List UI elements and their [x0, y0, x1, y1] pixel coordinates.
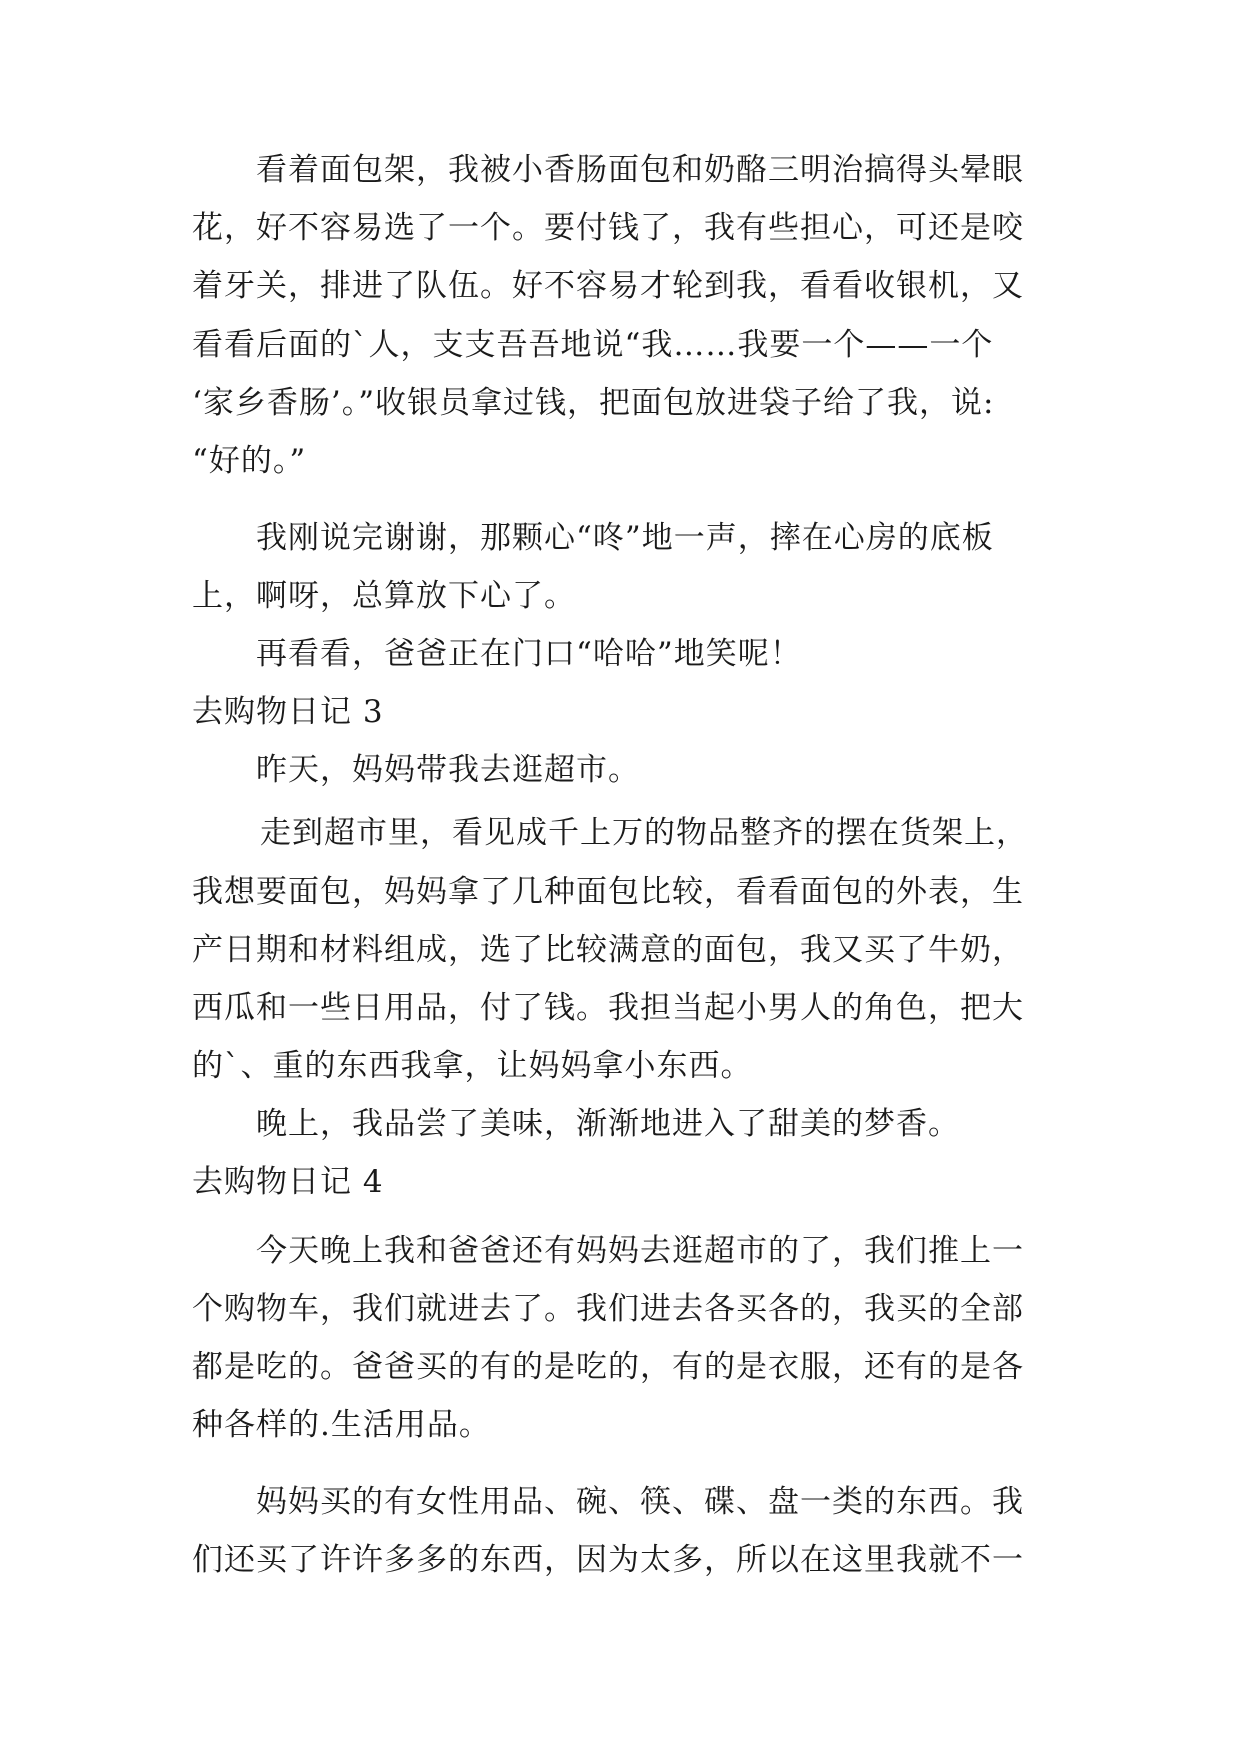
paragraph-line: 个购物车，我们就进去了。我们进去各买各的，我买的全部	[192, 1291, 1024, 1327]
paragraph-line: 着牙关，排进了队伍。好不容易才轮到我，看看收银机，又	[192, 268, 1024, 304]
paragraph-line: 花，好不容易选了一个。要付钱了，我有些担心，可还是咬	[192, 210, 1024, 246]
paragraph-line: 产日期和材料组成，选了比较满意的面包，我又买了牛奶，	[192, 932, 1024, 968]
paragraph-line: 看着面包架，我被小香肠面包和奶酪三明治搞得头晕眼	[256, 152, 1024, 188]
paragraph-line: 我想要面包，妈妈拿了几种面包比较，看看面包的外表，生	[192, 874, 1024, 910]
section-heading: 去购物日记 3	[192, 694, 384, 730]
paragraph-line: 的`、重的东西我拿，让妈妈拿小东西。	[192, 1048, 753, 1084]
paragraph-line: ‘家乡香肠’。”收银员拿过钱，把面包放进袋子给了我，说:	[192, 385, 995, 421]
paragraph-line: 再看看，爸爸正在门口“哈哈”地笑呢！	[256, 636, 802, 672]
paragraph-line: 都是吃的。爸爸买的有的是吃的，有的是衣服，还有的是各	[192, 1349, 1024, 1385]
paragraph-line: 晚上，我品尝了美味，渐渐地进入了甜美的梦香。	[256, 1106, 960, 1142]
paragraph-line: 今天晚上我和爸爸还有妈妈去逛超市的了，我们推上一	[256, 1233, 1024, 1269]
paragraph-line: 我刚说完谢谢，那颗心“咚”地一声，摔在心房的底板	[256, 520, 994, 556]
paragraph-line: 看看后面的`人，支支吾吾地说“我……我要一个——一个	[192, 327, 994, 363]
paragraph-line: 上，啊呀，总算放下心了。	[192, 578, 576, 614]
section-heading: 去购物日记 4	[192, 1164, 384, 1200]
paragraph-line: 西瓜和一些日用品，付了钱。我担当起小男人的角色，把大	[192, 990, 1024, 1026]
paragraph-line: 种各样的.生活用品。	[192, 1407, 491, 1443]
paragraph-line: 走到超市里，看见成千上万的物品整齐的摆在货架上，	[260, 815, 1028, 851]
paragraph-line: 昨天，妈妈带我去逛超市。	[256, 752, 640, 788]
paragraph-line: 们还买了许许多多的东西，因为太多，所以在这里我就不一	[192, 1542, 1024, 1578]
paragraph-line: “好的。”	[192, 443, 307, 479]
paragraph-line: 妈妈买的有女性用品、碗、筷、碟、盘一类的东西。我	[256, 1484, 1024, 1520]
